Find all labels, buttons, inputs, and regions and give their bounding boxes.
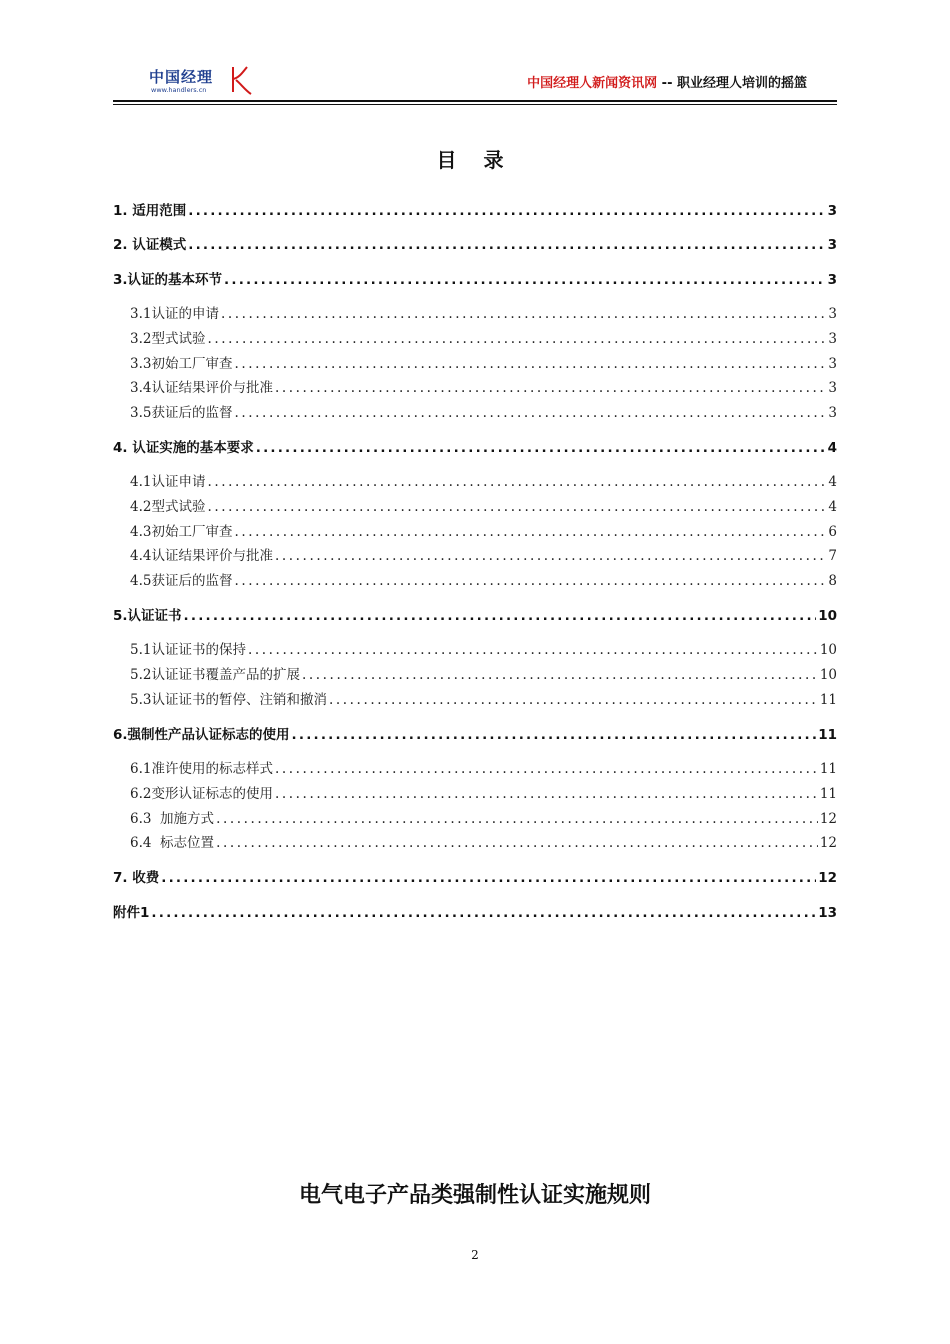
toc-leader-dots	[275, 380, 826, 396]
toc-entry-text: 3.认证的基本环节	[113, 272, 223, 288]
toc-leader-dots	[216, 811, 818, 827]
toc-page-number: 4	[828, 499, 837, 515]
toc-page-number: 11	[819, 761, 837, 777]
toc-entry[interactable]	[113, 723, 837, 745]
slogan-site-name: 中国经理人新闻资讯网	[527, 76, 658, 91]
toc-page-number: 11	[819, 786, 837, 802]
header-slogan	[527, 72, 807, 91]
toc-leader-dots	[275, 548, 826, 564]
toc-entry[interactable]	[113, 604, 837, 626]
toc-subentry[interactable]	[113, 569, 837, 591]
toc-leader-dots	[184, 608, 817, 624]
toc-entry-text: 6.3 加施方式	[130, 811, 215, 827]
toc-page-number: 12	[819, 835, 837, 851]
toc-entry[interactable]	[113, 866, 837, 888]
toc-leader-dots	[221, 306, 826, 322]
toc-entry-text: 4.4认证结果评价与批准	[130, 548, 273, 564]
toc-subentry[interactable]	[113, 688, 837, 710]
toc-subentry[interactable]	[113, 352, 837, 374]
toc-entry-text: 附件1	[113, 905, 150, 921]
slogan-tagline: -- 职业经理人培训的摇篮	[657, 76, 807, 91]
toc-page-number: 8	[828, 573, 837, 589]
toc-entry-text: 1. 适用范围	[113, 203, 187, 219]
toc-page-number: 3	[827, 272, 837, 288]
toc-subentry[interactable]	[113, 757, 837, 779]
toc-page-number: 3	[828, 380, 837, 396]
toc-page-number: 7	[828, 548, 837, 564]
toc-leader-dots	[234, 356, 826, 372]
toc-leader-dots	[188, 203, 825, 219]
toc-leader-dots	[234, 524, 826, 540]
page-header	[113, 60, 837, 104]
toc-entry-text: 3.1认证的申请	[130, 306, 219, 322]
toc-leader-dots	[161, 870, 816, 886]
toc-subentry[interactable]	[113, 376, 837, 398]
toc-page-number: 10	[819, 667, 837, 683]
site-logo	[149, 66, 259, 98]
toc-entry[interactable]	[113, 901, 837, 923]
toc-leader-dots	[256, 440, 826, 456]
toc-entry[interactable]	[113, 436, 837, 458]
header-rule-thin	[113, 104, 837, 105]
toc-page-number: 3	[828, 331, 837, 347]
toc-page-number: 6	[828, 524, 837, 540]
toc-entry-text: 3.4认证结果评价与批准	[130, 380, 273, 396]
toc-leader-dots	[207, 499, 826, 515]
toc-page-number: 10	[819, 642, 837, 658]
toc-leader-dots	[329, 692, 818, 708]
toc-entry-text: 3.5获证后的监督	[130, 405, 233, 421]
toc-subentry[interactable]	[113, 470, 837, 492]
logo-url: www.handlers.cn	[151, 86, 207, 94]
toc-page-number: 4	[828, 474, 837, 490]
toc-entry-text: 5.3认证证书的暂停、注销和撤消	[130, 692, 327, 708]
toc-entry[interactable]	[113, 233, 837, 255]
toc-entry-text: 4.2型式试验	[130, 499, 206, 515]
toc-page-number: 12	[819, 811, 837, 827]
toc-leader-dots	[302, 667, 818, 683]
toc-page-number: 3	[828, 356, 837, 372]
toc-title: 目 录	[436, 148, 514, 172]
toc-entry-text: 4. 认证实施的基本要求	[113, 440, 254, 456]
toc-entry[interactable]	[113, 199, 837, 221]
toc-subentry[interactable]	[113, 520, 837, 542]
toc-entry-text: 4.3初始工厂审查	[130, 524, 233, 540]
toc-leader-dots	[207, 474, 826, 490]
toc-subentry[interactable]	[113, 401, 837, 423]
toc-leader-dots	[234, 405, 826, 421]
toc-entry-text: 6.强制性产品认证标志的使用	[113, 727, 290, 743]
toc-leader-dots	[224, 272, 826, 288]
toc-entry-text: 4.5获证后的监督	[130, 573, 233, 589]
toc-subentry[interactable]	[113, 327, 837, 349]
toc-entry-text: 6.4 标志位置	[130, 835, 215, 851]
toc-page-number: 11	[819, 692, 837, 708]
toc-entry-text: 5.1认证证书的保持	[130, 642, 246, 658]
toc-leader-dots	[207, 331, 826, 347]
toc-leader-dots	[292, 727, 817, 743]
toc-entry-text: 4.1认证申请	[130, 474, 206, 490]
toc-page-number: 4	[827, 440, 837, 456]
toc-entry-text: 3.3初始工厂审查	[130, 356, 233, 372]
toc-leader-dots	[275, 786, 818, 802]
toc-page-number: 3	[827, 237, 837, 253]
toc-entry-text: 2. 认证模式	[113, 237, 187, 253]
toc-entry[interactable]	[113, 268, 837, 290]
toc-subentry[interactable]	[113, 544, 837, 566]
document-title: 电气电子产品类强制性认证实施规则	[298, 1183, 651, 1208]
toc-leader-dots	[275, 761, 818, 777]
toc-page-number: 3	[827, 203, 837, 219]
toc-page-number: 12	[818, 870, 837, 886]
toc-subentry[interactable]	[113, 302, 837, 324]
toc-entry-text: 5.认证证书	[113, 608, 182, 624]
logo-mark-icon	[227, 64, 255, 96]
toc-subentry[interactable]	[113, 638, 837, 660]
toc-entry-text: 6.2变形认证标志的使用	[130, 786, 273, 802]
toc-leader-dots	[234, 573, 826, 589]
toc-page-number: 13	[818, 905, 837, 921]
toc-subentry[interactable]	[113, 495, 837, 517]
toc-subentry[interactable]	[113, 831, 837, 853]
toc-page-number: 11	[818, 727, 837, 743]
toc-subentry[interactable]	[113, 807, 837, 829]
toc-entry-text: 3.2型式试验	[130, 331, 206, 347]
toc-leader-dots	[248, 642, 818, 658]
toc-leader-dots	[151, 905, 816, 921]
logo-text: 中国经理	[149, 68, 214, 86]
toc-page-number: 10	[818, 608, 837, 624]
toc-entry-text: 6.1准许使用的标志样式	[130, 761, 273, 777]
toc-page-number: 3	[828, 306, 837, 322]
toc-entry-text: 7. 收费	[113, 870, 160, 886]
page-number: 2	[471, 1248, 479, 1262]
toc-subentry[interactable]	[113, 663, 837, 685]
toc-leader-dots	[216, 835, 818, 851]
toc-subentry[interactable]	[113, 782, 837, 804]
toc-entry-text: 5.2认证证书覆盖产品的扩展	[130, 667, 300, 683]
header-rule-thick	[113, 100, 837, 102]
toc-page-number: 3	[828, 405, 837, 421]
toc-leader-dots	[188, 237, 825, 253]
